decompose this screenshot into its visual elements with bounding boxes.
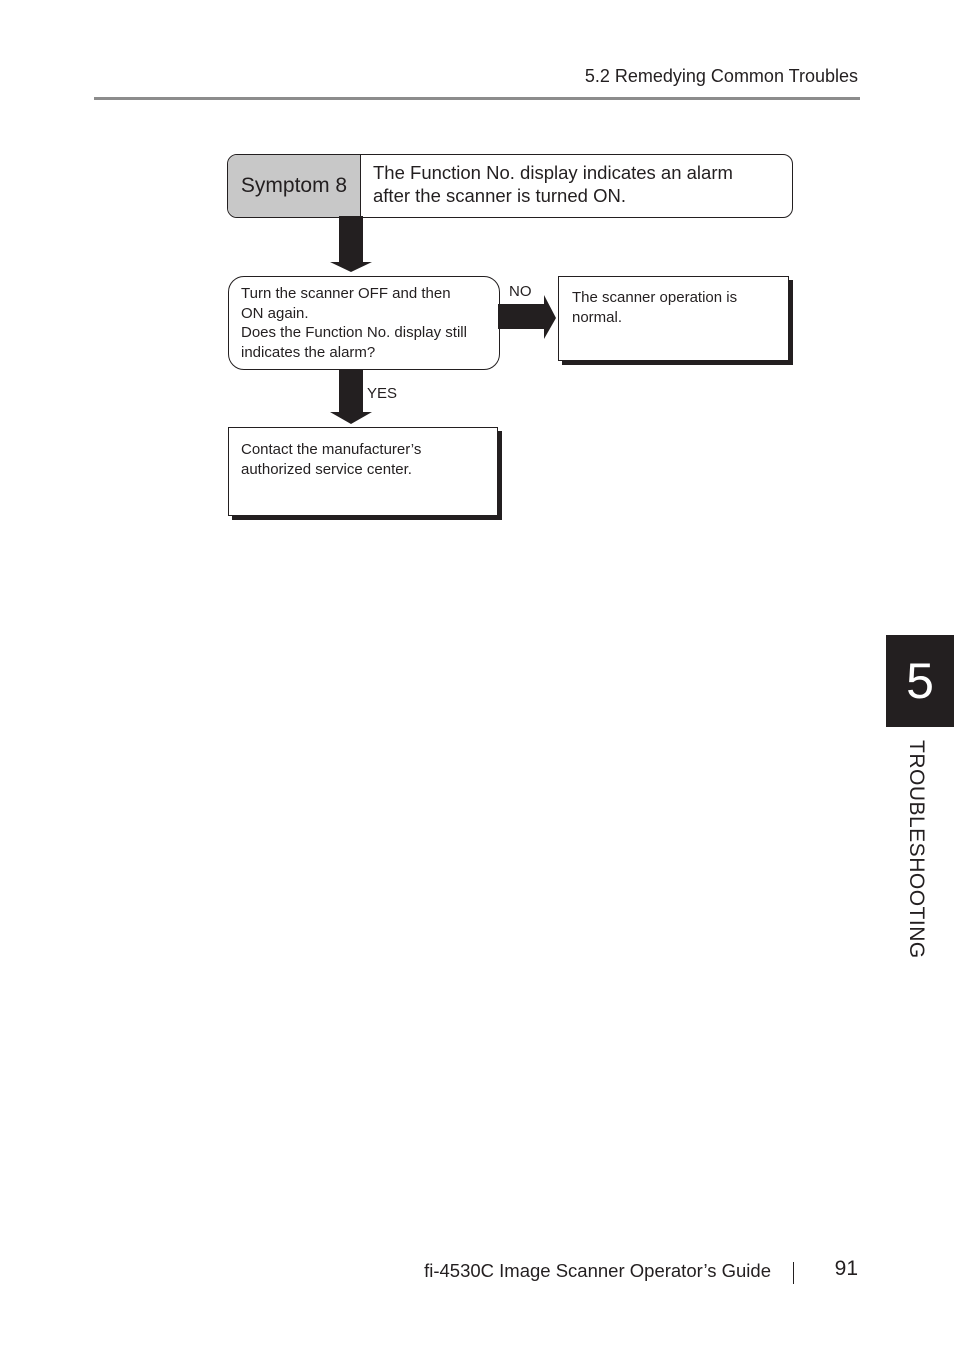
chapter-title: TROUBLESHOOTING bbox=[905, 740, 928, 959]
page-number: 91 bbox=[834, 1257, 858, 1280]
footer-guide-title: fi-4530C Image Scanner Operator’s Guide bbox=[424, 1260, 771, 1281]
symptom-description: The Function No. display indicates an alarm after the scanner is turned ON. bbox=[373, 162, 733, 206]
symptom-label: Symptom 8 bbox=[228, 155, 361, 217]
symptom-banner bbox=[227, 154, 793, 218]
decision-box: Turn the scanner OFF and then ON again. Does the Function No. display still indicates the alarm? bbox=[228, 276, 500, 370]
header-rule bbox=[94, 97, 860, 100]
down-arrow-1 bbox=[328, 216, 374, 274]
chapter-tab: 5 bbox=[886, 635, 954, 727]
contact-service-box: Contact the manufacturer’s authorized service center. bbox=[228, 427, 498, 516]
footer-divider bbox=[793, 1262, 794, 1284]
normal-operation-box: The scanner operation is normal. bbox=[558, 276, 789, 361]
yes-label: YES bbox=[367, 385, 398, 402]
right-arrow-no bbox=[498, 295, 560, 341]
no-label: NO bbox=[509, 283, 532, 300]
running-header: 5.2 Remedying Common Troubles bbox=[584, 66, 858, 86]
